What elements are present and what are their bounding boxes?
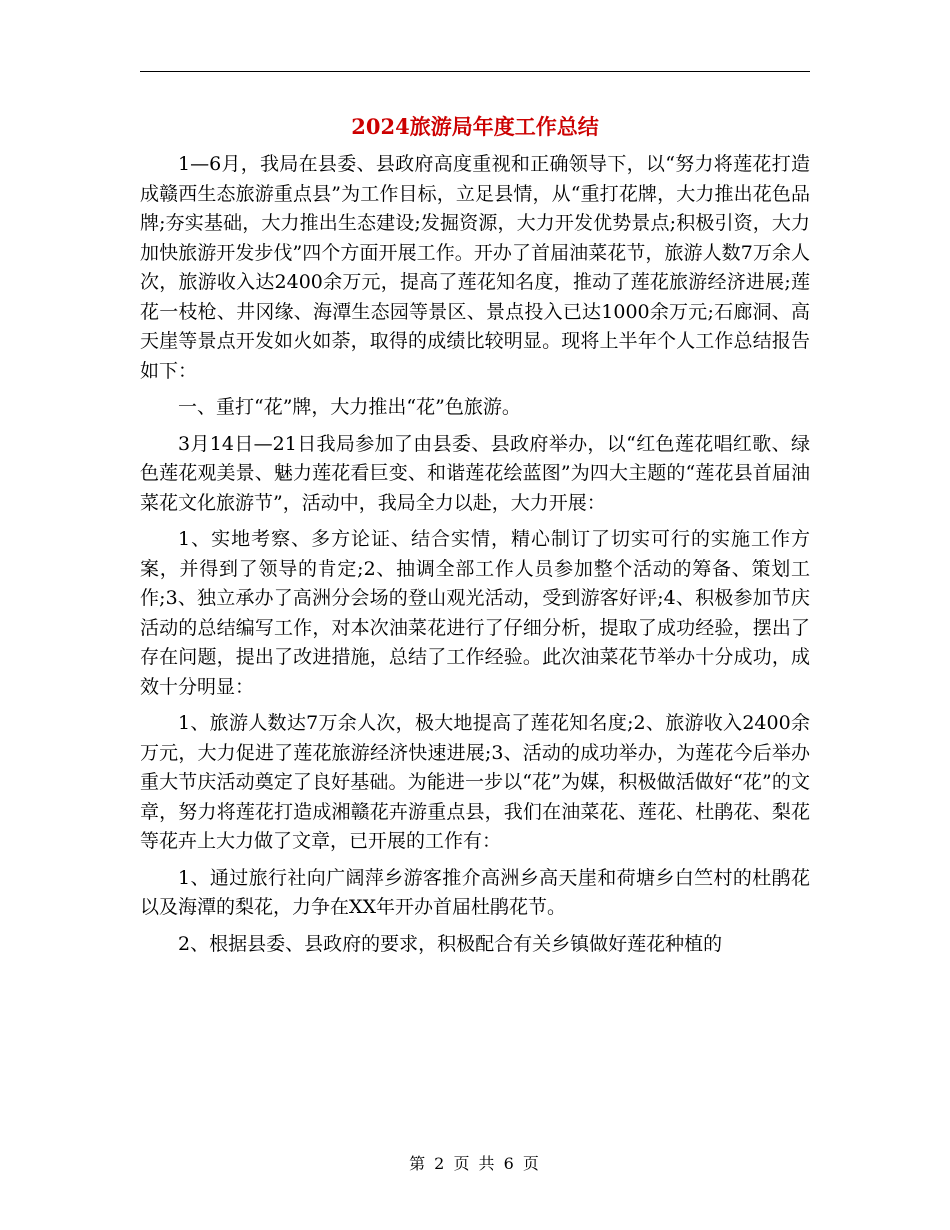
paragraph-festival: 3月14日—21日我局参加了由县委、县政府举办，以“红色莲花唱红歌、绿色莲花观美景、魅力莲花看巨变、和谐莲花绘蓝图”为四大主题的“莲花县首届油菜花文化旅游节”，活动中，我局全力以赴，大力开展：	[140, 432, 810, 514]
paragraph-lotus-planting: 2、根据县委、县政府的要求，积极配合有关乡镇做好莲花种植的	[178, 932, 723, 955]
paragraph-intro: 1—6月，我局在县委、县政府高度重视和正确领导下，以“努力将莲花打造成赣西生态旅游重点县”为工作目标，立足县情，从“重打花牌，大力推出花色品牌;夯实基础，大力推出生态建设;发掘资源，大力开发优势景点;积极引资，大力加快旅游开发步伐”四个方面开展工作。开办了首届油菜花节，旅游人数7万余人次，旅游收入达2400余万元，提高了莲花知名度，推动了莲花旅游经济进展;莲花一枝枪、井冈缘、海潭生态园等景区、景点投入已达1000余万元;石廊洞、高天崖等景点开发如火如荼，取得的成绩比较明显。现将上半年个人工作总结报告如下：	[140, 153, 810, 382]
paragraph-azalea: 1、通过旅行社向广阔萍乡游客推介高洲乡高天崖和荷塘乡白竺村的杜鹃花以及海潭的梨花，力争在XX年开办首届杜鹃花节。	[140, 866, 810, 918]
document-title: 2024旅游局年度工作总结	[351, 114, 599, 139]
document-body	[140, 150, 810, 959]
paragraph-results: 1、旅游人数达7万余人次，极大地提高了莲花知名度;2、旅游收入2400余万元，大力促进了莲花旅游经济快速进展;3、活动的成功举办，为莲花今后举办重大节庆活动奠定了良好基础。为能进一步以“花”为媒，积极做活做好“花”的文章，努力将莲花打造成湘赣花卉游重点县，我们在油菜花、莲花、杜鹃花、梨花等花卉上大力做了文章，已开展的工作有：	[140, 712, 810, 852]
header-rule	[140, 71, 810, 72]
section-heading-1: 一、重打“花”牌，大力推出“花”色旅游。	[178, 396, 521, 418]
page-number: 第 2 页 共 6 页	[409, 1154, 541, 1173]
paragraph-work-items: 1、实地考察、多方论证、结合实情，精心制订了切实可行的实施工作方案，并得到了领导的肯定;2、抽调全部工作人员参加整个活动的筹备、策划工作;3、独立承办了高洲分会场的登山观光活动，受到游客好评;4、积极参加节庆活动的总结编写工作，对本次油菜花进行了仔细分析，提取了成功经验，摆出了存在问题，提出了改进措施，总结了工作经验。此次油菜花节举办十分成功，成效十分明显：	[140, 528, 810, 698]
